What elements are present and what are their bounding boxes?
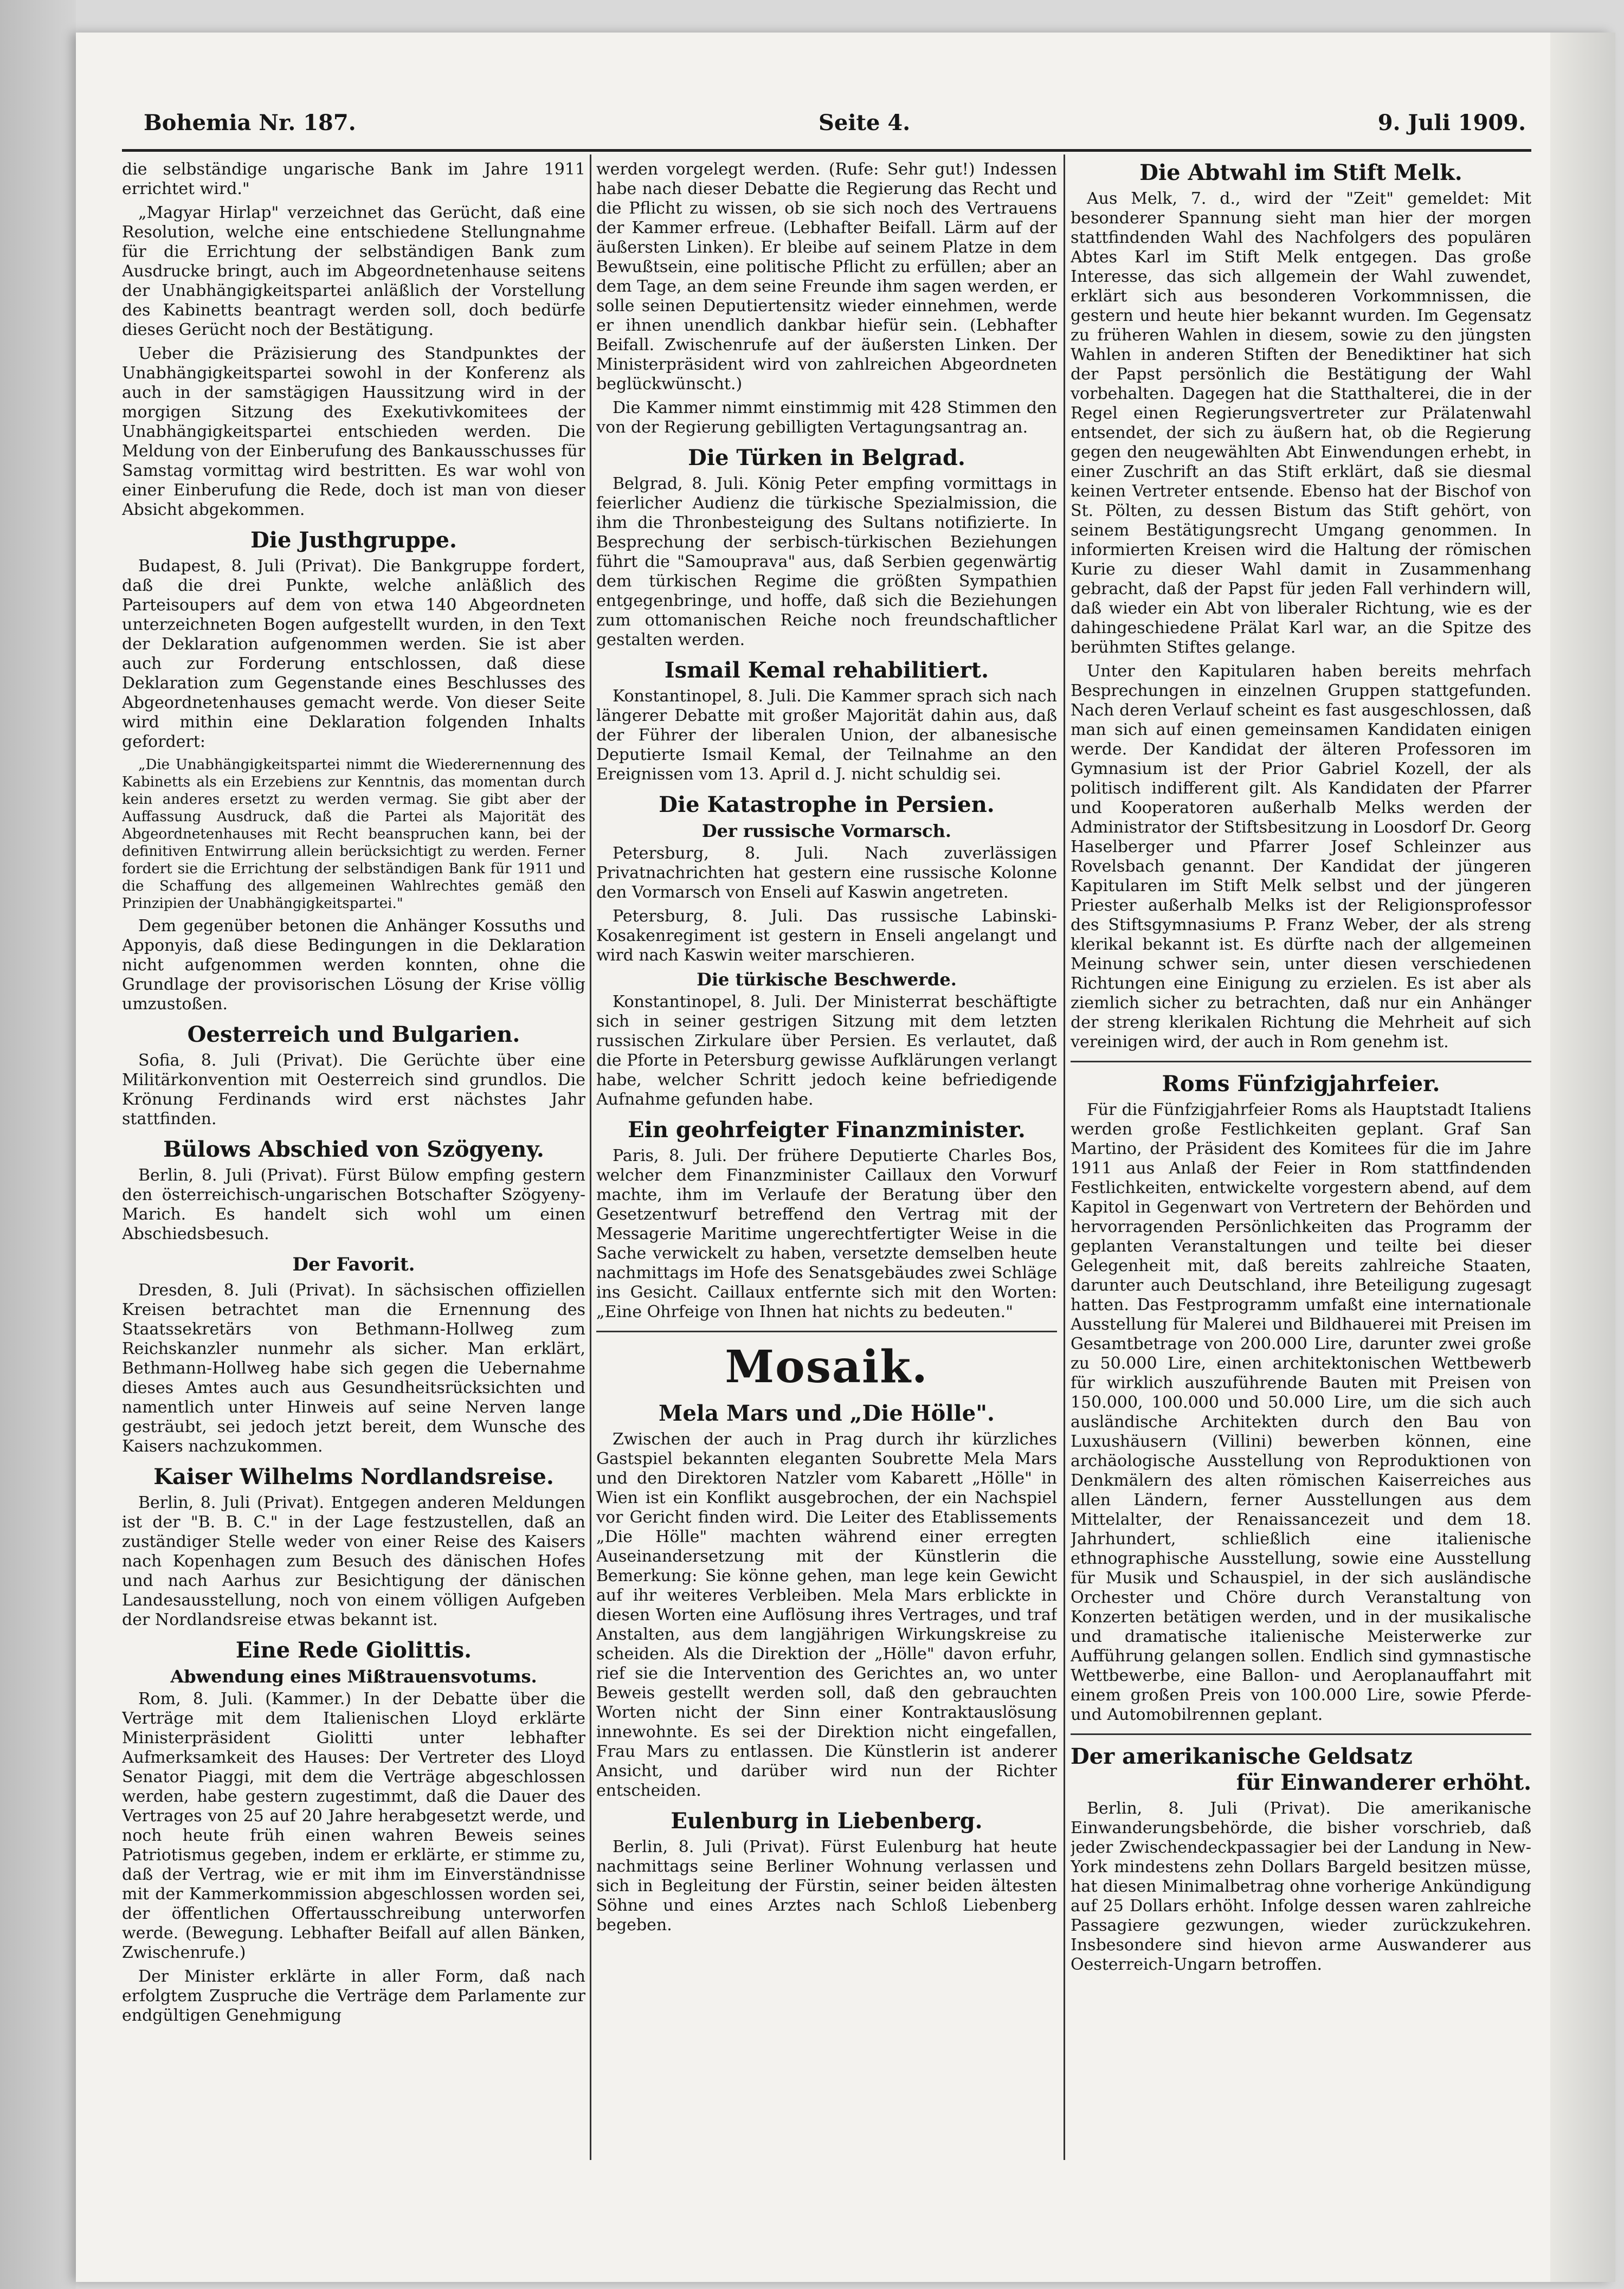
headline: Die Justhgruppe. bbox=[250, 527, 457, 553]
article-text: Petersburg, 8. Juli. Nach zuverlässigen Privatnachrichten hat gestern eine russische Kolonne den Vormarsch von Enseli auf Kaswin angetreten. bbox=[596, 844, 1057, 902]
article-text: Berlin, 8. Juli (Privat). Fürst Eulenburg hat heute nachmittags seine Berliner Wohnung verlassen und sich in Begleitung der Fürstin, seiner beiden ältesten Söhne und eines Arztes nach Schloß Liebenberg begeben. bbox=[596, 1837, 1057, 1935]
article-text: Für die Fünfzigjahrfeier Roms als Hauptstadt Italiens werden große Festlichkeiten geplant. Graf San Martino, der Präsident des Komitees für die im Jahre 1911 aus Anlaß der Feier in Rom stattfindenden Festlichkeiten, entwickelte vorgestern abend, auf dem Kapitol in Gegenwart von Vertretern der Behörden und hervorragenden Persönlichkeiten das Programm der geplanten Veranstaltungen und teilte bei dieser Gelegenheit mit, daß bereits zahlreiche Staaten, darunter auch Deutschland, ihre Beteiligung zugesagt hatten. Das Festprogramm umfaßt eine internationale Ausstellung für Malerei und Bildhauerei mit Preisen im Gesamtbetrage von 200.000 Lire, darunter zwei große zu 50.000 Lire, einen architektonischen Wettbewerb für wirklich auszuführende Bauten mit Preisen von 150.000, 100.000 und 50.000 Lire, um die sich auch ausländische Architekten durch den Bau von Luxushäusern (Villini) bewerben können, eine archäologische Ausstellung von Reproduktionen von Denkmälern des alten römischen Kaiserreiches aus allen Ländern, ferner Ausstellungen aus dem Mittelalter, der Renaissancezeit und dem 18. Jahrhundert, schließlich eine italienische ethnographische Ausstellung, sowie eine Ausstellung für Musik und Schauspiel, in der sich ausländische Orchester und Chöre durch Veranstaltung von Konzerten betätigen werden, und in der musikalische und dramatische italienische Meisterwerke zur Aufführung gelangen sollen. Endlich sind gymnastische Wettbewerbe, eine Ballon- und Aeroplanauffahrt mit einem großen Preis von 100.000 Lire, sowie Pferde- und Automobilrennen geplant. bbox=[1071, 1100, 1531, 1724]
subheadline: Abwendung eines Mißtrauensvotums. bbox=[170, 1666, 537, 1687]
headline: Ein geohrfeigter Finanzminister. bbox=[628, 1117, 1026, 1143]
column-1 bbox=[122, 160, 585, 2165]
article-text: werden vorgelegt werden. (Rufe: Sehr gut!) Indessen habe nach dieser Debatte die Regierung das Recht und die Pflicht zu wissen, ob sie sich noch des Vertrauens der Kammer erfreue. (Lebhafter Beifall. Lärm auf der äußersten Linken). Er bleibe auf seinem Platze in dem Bewußtsein, eine politische Pflicht zu erfüllen; aber an dem Tage, an dem seine Freunde ihm sagen werden, er solle seinen Deputiertensitz wieder einnehmen, werde er ihnen unendlich dankbar hiefür sein. (Lebhafter Beifall. Zwischenrufe auf der äußersten Linken. Der Ministerpräsident wird von zahlreichen Abgeordneten beglückwünscht.) bbox=[596, 160, 1057, 394]
headline: Die Abtwahl im Stift Melk. bbox=[1139, 160, 1462, 185]
article-text: Der Minister erklärte in aller Form, daß nach erfolgtem Zuspruche die Verträge dem Parlamente zur endgültigen Genehmigung bbox=[122, 1967, 585, 2025]
page-spine bbox=[1550, 33, 1615, 2282]
headline: Mela Mars und „Die Hölle". bbox=[659, 1401, 995, 1426]
article-quote: „Die Unabhängigkeitspartei nimmt die Wiederernennung des Kabinetts als ein Erzebiens zur Kenntnis, das momentan durch kein anderes ersetzt zu werden vermag. Sie gibt aber der Auffassung Ausdruck, daß die Partei als Majorität des Abgeordnetenhauses mit Recht beanspruchen kann, bei der definitiven Entwirrung allein berücksichtigt zu werden. Ferner fordert sie die Errichtung der selbständigen Bank für 1911 und die Schaffung des allgemeinen Wahlrechtes gemäß den Prinzipien der Unabhängigkeitspartei." bbox=[122, 757, 585, 912]
article-text: Berlin, 8. Juli (Privat). Entgegen anderen Meldungen ist der "B. B. C." in der Lage festzustellen, daß an zuständiger Stelle weder von einer Reise des Kaisers nach Kopenhagen zum Besuch des dänischen Hofes und nach Aarhus zur Besichtigung der dänischen Landesausstellung, noch von einem völligen Aufgeben der Nordlandsreise etwas bekannt ist. bbox=[122, 1493, 585, 1629]
article-text: Paris, 8. Juli. Der frühere Deputierte Charles Bos, welcher dem Finanzminister Caillaux den Vorwurf machte, ihm im Verlaufe der Beratung über den Gesetzentwurf betreffend den Vertrag mit der Messagerie Maritime ungerechtfertigter Weise in die Sache verwickelt zu haben, versetzte demselben heute nachmittags im Hofe des Senatsgebäudes zwei Schläge ins Gesicht. Caillaux entfernte sich mit den Worten: „Eine Ohrfeige von Ihnen hat nichts zu bedeuten." bbox=[596, 1146, 1057, 1321]
section-title: Mosaik. bbox=[725, 1341, 929, 1393]
article-text: Dem gegenüber betonen die Anhänger Kossuths und Apponyis, daß diese Bedingungen in die Deklaration nicht aufgenommen werden konnten, ohne die Grundlage der provisorischen Lösung der Krise völlig umzustoßen. bbox=[122, 917, 585, 1014]
issue-date: 9. Juli 1909. bbox=[1377, 110, 1526, 136]
headline: Ismail Kemal rehabilitiert. bbox=[664, 657, 989, 683]
article-text: Zwischen der auch in Prag durch ihr kürzliches Gastspiel bekannten eleganten Soubrette Mela Mars und den Direktoren Natzler vom Kabarett „Hölle" in Wien ist ein Konflikt ausgebrochen, der ein Nachspiel vor Gericht finden wird. Die Leiter des Etablissements „Die Hölle" machten während einer erregten Auseinandersetzung mit der Künstlerin die Bemerkung: Sie könne gehen, man lege kein Gewicht auf ihr weiteres Verbleiben. Mela Mars erblickte in diesen Worten eine Auflösung ihres Vertrages, und traf Anstalten, aus dem langjährigen Wirkungskreise zu scheiden. Als die Direktion der „Hölle" davon erfuhr, rief sie die Intervention des Gerichtes an, wo unter Beweis gestellt werden soll, daß den gebrauchten Worten nicht der Sinn einer Kontraktauslösung innewohnte. Es sei der Direktion nicht eingefallen, Frau Mars zu entlassen. Die Künstlerin ist anderer Ansicht, und darüber wird nun der Richter entscheiden. bbox=[596, 1430, 1057, 1800]
article-text: Konstantinopel, 8. Juli. Der Ministerrat beschäftigte sich in seiner gestrigen Sitzung mit dem letzten russischen Zirkulare über Persien. Es verlautet, daß die Pforte in Petersburg gewisse Aufklärungen verlangt habe, welcher Schritt jedoch keine befriedigende Aufnahme gefunden habe. bbox=[596, 992, 1057, 1109]
article-text: Berlin, 8. Juli (Privat). Die amerikanische Einwanderungsbehörde, die bisher vorschrieb, daß jeder Zwischendeckpassagier bei der Landung in New-York mindestens zehn Dollars Bargeld besitzen müsse, hat diesen Minimalbetrag ohne vorherige Ankündigung auf 25 Dollars erhöht. Infolge dessen waren zahlreiche Passagiere gezwungen, wieder zurückzukehren. Insbesondere sind hievon arme Auswanderer aus Oesterreich-Ungarn betroffen. bbox=[1071, 1799, 1531, 1974]
subheadline: Der russische Vormarsch. bbox=[701, 821, 952, 841]
headline: Der Favorit. bbox=[292, 1254, 415, 1275]
subheadline: Die türkische Beschwerde. bbox=[697, 969, 957, 990]
section-rule bbox=[1071, 1061, 1531, 1062]
headline: Bülows Abschied von Szögyeny. bbox=[163, 1137, 544, 1162]
article-text: Petersburg, 8. Juli. Das russische Labinski-Kosakenregiment ist gestern in Enseli angelangt und wird nach Kaswin weiter marschieren. bbox=[596, 907, 1057, 965]
page-edge bbox=[0, 0, 76, 2289]
headline: Eine Rede Giolittis. bbox=[235, 1637, 472, 1663]
article-text: Konstantinopel, 8. Juli. Die Kammer sprach sich nach längerer Debatte mit großer Majorität dahin aus, daß der Führer der liberalen Union, der albanesische Deputierte Ismail Kemal, der Teilnahme an den Ereignissen vom 13. April d. J. nicht schuldig sei. bbox=[596, 687, 1057, 784]
headline: Eulenburg in Liebenberg. bbox=[671, 1808, 983, 1834]
article-text: Berlin, 8. Juli (Privat). Fürst Bülow empfing gestern den österreichisch-ungarischen Botschafter Szögyeny-Marich. Es handelt sich wohl um einen Abschiedsbesuch. bbox=[122, 1166, 585, 1243]
column-2 bbox=[596, 160, 1057, 2165]
headline: Die Katastrophe in Persien. bbox=[659, 792, 995, 817]
headline: Kaiser Wilhelms Nordlandsreise. bbox=[153, 1464, 554, 1490]
column-divider bbox=[1064, 154, 1065, 2160]
page-number: Seite 4. bbox=[819, 110, 911, 136]
headline: Der amerikanische Geldsatz bbox=[1071, 1744, 1413, 1769]
article-text: Belgrad, 8. Juli. König Peter empfing vormittags in feierlicher Audienz die türkische Spezialmission, die ihm die Thronbesteigung des Sultans notifizierte. In Besprechung der serbisch-türkischen Beziehungen führt die "Samouprava" aus, daß Serbien gegenwärtig dem türkischen Regime die größten Sympathien entgegenbringe, und hoffe, daß sich die Beziehungen zum ottomanischen Reiche noch freundschaftlicher gestalten werden. bbox=[596, 474, 1057, 649]
article-text: Budapest, 8. Juli (Privat). Die Bankgruppe fordert, daß die drei Punkte, welche anläßlich des Parteisoupers auf dem von etwa 140 Abgeordneten unterzeichneten Bogen aufgestellt wurden, in den Text der Deklaration aufgenommen werden. Sie ist aber auch zur Forderung entschlossen, daß diese Deklaration zum Gegenstande eines Beschlusses des Abgeordnetenhauses gemacht werde. Von dieser Seite wird mithin eine Deklaration folgenden Inhalts gefordert: bbox=[122, 557, 585, 751]
headline: für Einwanderer erhöht. bbox=[1236, 1770, 1531, 1795]
article-text: Rom, 8. Juli. (Kammer.) In der Debatte über die Verträge mit dem Italienischen Lloyd erklärte Ministerpräsident Giolitti unter lebhafter Aufmerksamkeit des Hauses: Der Vertreter des Lloyd Senator Piaggi, mit dem die Verträge abgeschlossen werden, habe gestern zugestimmt, daß die Dauer des Vertrages von 25 auf 20 Jahre herabgesetzt werde, und noch heute früh einen wahren Beweis seines Patriotismus gegeben, indem er erklärte, er stimme zu, daß der Vertrag, wie er mit ihm im Einverständnisse mit der Kammerkommission abgeschlossen worden sei, der öffentlichen Offertausschreibung unterworfen werde. (Bewegung. Lebhafter Beifall auf allen Bänken, Zwischenrufe.) bbox=[122, 1690, 585, 1962]
column-3 bbox=[1071, 160, 1531, 2165]
section-rule bbox=[1071, 1733, 1531, 1735]
headline: Die Türken in Belgrad. bbox=[688, 445, 965, 470]
article-text: Dresden, 8. Juli (Privat). In sächsischen offiziellen Kreisen betrachtet man die Ernennung des Staatssekretärs von Bethmann-Hollweg zum Reichskanzler nunmehr als sicher. Man erklärt, Bethmann-Hollweg habe sich gegen die Uebernahme dieses Amtes auch aus Gesundheitsrücksichten und namentlich unter Hinweis auf seine Nerven lange gesträubt, sei jedoch jetzt bereit, dem Wunsche des Kaisers nachzukommen. bbox=[122, 1281, 585, 1456]
headline: Oesterreich und Bulgarien. bbox=[187, 1022, 520, 1047]
header-rule bbox=[122, 149, 1531, 152]
article-text: „Magyar Hirlap" verzeichnet das Gerücht, daß eine Resolution, welche eine entschiedene Stellungnahme für die Errichtung der selbständigen Bank zum Ausdrucke bringt, auch im Abgeordnetenhause seitens der Unabhängigkeitspartei anläßlich der Vorstellung des Kabinetts beantragt werden soll, doch bedürfe dieses Gerücht noch der Bestätigung. bbox=[122, 203, 585, 339]
article-text: die selbständige ungarische Bank im Jahre 1911 errichtet wird." bbox=[122, 160, 585, 198]
column-divider bbox=[590, 154, 591, 2160]
article-text: Sofia, 8. Juli (Privat). Die Gerüchte über eine Militärkonvention mit Oesterreich sind grundlos. Die Krönung Ferdinands wird erst nächstes Jahr stattfinden. bbox=[122, 1051, 585, 1129]
headline: Roms Fünfzigjahrfeier. bbox=[1162, 1071, 1440, 1097]
page-header bbox=[138, 106, 1526, 144]
section-rule bbox=[596, 1331, 1057, 1332]
newspaper-issue: Bohemia Nr. 187. bbox=[144, 110, 356, 136]
article-text: Ueber die Präzisierung des Standpunktes der Unabhängigkeitspartei sowohl in der Konferenz als auch in der samstägigen Haussitzung wird in der morgigen Sitzung des Exekutivkomitees der Unabhängigkeitspartei entschieden werden. Die Meldung von der Einberufung des Bankausschusses für Samstag vormittag wird bestritten. Es war wohl von einer Einberufung die Rede, doch ist man von dieser Absicht abgekommen. bbox=[122, 344, 585, 519]
article-text: Unter den Kapitularen haben bereits mehrfach Besprechungen in einzelnen Gruppen stattgefunden. Nach deren Verlauf scheint es fast ausgeschlossen, daß man sich auf einen gemeinsamen Kandidaten einigen werde. Der Kandidat der älteren Professoren im Gymnasium ist der Prior Gabriel Kozell, der als politisch indifferent gilt. Als Kandidaten der Pfarrer und Kooperatoren außerhalb Melks werden der Administrator der Stiftsbesitzung in Loosdorf Dr. Georg Haselberger und Pfarrer Josef Schleinzer aus Rovelsbach genannt. Der Kandidat der jüngeren Kapitularen im Stift Melk selbst und der jüngeren Priester außerhalb Melks ist der Religionsprofessor des Stiftsgymnasiums P. Franz Weber, der als streng klerikal bekannt ist. Es dürfte nach der allgemeinen Meinung schwer sein, unter diesen verschiedenen Richtungen eine Einigung zu erzielen. Es ist aber als ziemlich sicher zu betrachten, daß nur ein Anhänger der streng klerikalen Richtung die Mehrheit auf sich vereinigen wird, der auch in Rom genehm ist. bbox=[1071, 662, 1531, 1052]
article-text: Aus Melk, 7. d., wird der "Zeit" gemeldet: Mit besonderer Spannung sieht man hier der morgen stattfindenden Wahl des Nachfolgers des populären Abtes Karl im Stift Melk entgegen. Das große Interesse, das sich allgemein der Wahl zuwendet, erklärt sich aus besonderen Vorkommnissen, die gestern und heute hier bekannt wurden. Im Gegensatz zu früheren Wahlen in diesem, sowie zu den jüngsten Wahlen in anderen Stiften der Benediktiner hat sich der Papst persönlich die Bestätigung der Wahl vorbehalten. Dagegen hat die Statthalterei, die in der Regel einen Regierungsvertreter zur Prälatenwahl entsendet, der sich zu äußern hat, ob die Regierung gegen den neugewählten Abt Einwendungen erhebt, in einer Zuschrift an das Stift erklärt, daß sie diesmal keinen Vertreter entsende. Ebenso hat der Bischof von St. Pölten, zu dessen Bistum das Stift gehört, von seinem Bestätigungsrecht Umgang genommen. In informierten Kreisen wird die Haltung der römischen Kurie zu dieser Wahl damit in Zusammenhang gebracht, daß der Papst für jeden Fall verhindern will, daß wieder ein Abt von liberaler Richtung, wie es der dahingeschiedene Prälat Karl war, an die Spitze des berühmten Stiftes gelange. bbox=[1071, 189, 1531, 657]
article-text: Die Kammer nimmt einstimmig mit 428 Stimmen den von der Regierung gebilligten Vertagungsantrag an. bbox=[596, 398, 1057, 437]
